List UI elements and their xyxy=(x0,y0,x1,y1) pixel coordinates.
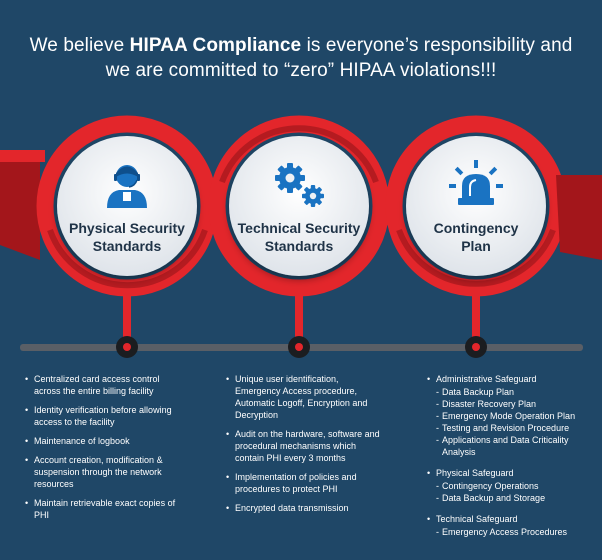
headline-line-2: we are committed to “zero” HIPAA violations!!! xyxy=(105,60,497,81)
headline-bold: HIPAA Compliance xyxy=(129,35,302,56)
sub-item: - Contingency Operations xyxy=(436,480,594,492)
list-item-physical-safeguard xyxy=(424,467,594,504)
list-item: • Account creation, modification & suspension through the network resources xyxy=(22,454,182,490)
physical-security-list xyxy=(22,373,182,528)
sub-list xyxy=(436,526,594,538)
list-item: • Unique user identification, Emergency Access procedure, Automatic Logoff, Encryption and Decryption xyxy=(223,373,383,421)
sub-item: - Applications and Data Criticality Analysis xyxy=(436,434,594,458)
list-item: • Maintain retrievable exact copies of PHI xyxy=(22,497,182,521)
physical-title-line1: Physical Security xyxy=(69,220,185,236)
technical-security-title xyxy=(229,219,369,255)
sub-item: - Emergency Access Procedures xyxy=(436,526,594,538)
technical-title-line1: Technical Security xyxy=(237,220,361,236)
list-item: • Centralized card access control across the entire billing facility xyxy=(22,373,182,397)
list-item: • Audit on the hardware, software and procedural mechanisms which contain PHI every 3 months xyxy=(223,428,383,464)
circle-technical xyxy=(229,136,369,276)
group-title: • Administrative Safeguard xyxy=(436,374,537,384)
list-item-administrative-safeguard xyxy=(424,373,594,458)
technical-title-line2: Standards xyxy=(264,238,334,254)
ribbon-left-edge xyxy=(0,150,45,162)
contingency-plan-title xyxy=(406,219,546,255)
headline-post: is everyone’s responsibility and xyxy=(301,35,573,56)
circle-contingency xyxy=(406,136,546,276)
stem-3 xyxy=(472,290,480,340)
ribbon-right-tail xyxy=(556,175,602,260)
contingency-title-line2: Plan xyxy=(461,238,491,254)
sub-item: - Testing and Revision Procedure xyxy=(436,422,594,434)
timeline-node-2 xyxy=(288,336,310,358)
ribbon-left-tail xyxy=(0,150,40,260)
sub-item: - Emergency Mode Operation Plan xyxy=(436,410,594,422)
list-item: • Encrypted data transmission xyxy=(223,502,383,514)
group-title: • Technical Safeguard xyxy=(436,514,518,524)
group-title: • Physical Safeguard xyxy=(436,468,514,478)
sub-item: - Data Backup and Storage xyxy=(436,492,594,504)
timeline-node-1 xyxy=(116,336,138,358)
list-item: • Maintenance of logbook xyxy=(22,435,182,447)
contingency-plan-list xyxy=(424,373,594,547)
stem-1 xyxy=(123,290,131,340)
headline-pre: We believe xyxy=(29,35,130,56)
timeline-node-3 xyxy=(465,336,487,358)
physical-title-line2: Standards xyxy=(92,238,162,254)
contingency-title-line1: Contingency xyxy=(433,220,519,236)
list-item-technical-safeguard xyxy=(424,513,594,538)
physical-security-title xyxy=(57,219,197,255)
sub-item: - Data Backup Plan xyxy=(436,386,594,398)
sub-list xyxy=(436,386,594,458)
list-item: • Identity verification before allowing access to the facility xyxy=(22,404,182,428)
technical-security-list xyxy=(223,373,383,521)
stem-2 xyxy=(295,290,303,340)
sub-list xyxy=(436,480,594,504)
sub-item: - Disaster Recovery Plan xyxy=(436,398,594,410)
list-item: • Implementation of policies and procedures to protect PHI xyxy=(223,471,383,495)
